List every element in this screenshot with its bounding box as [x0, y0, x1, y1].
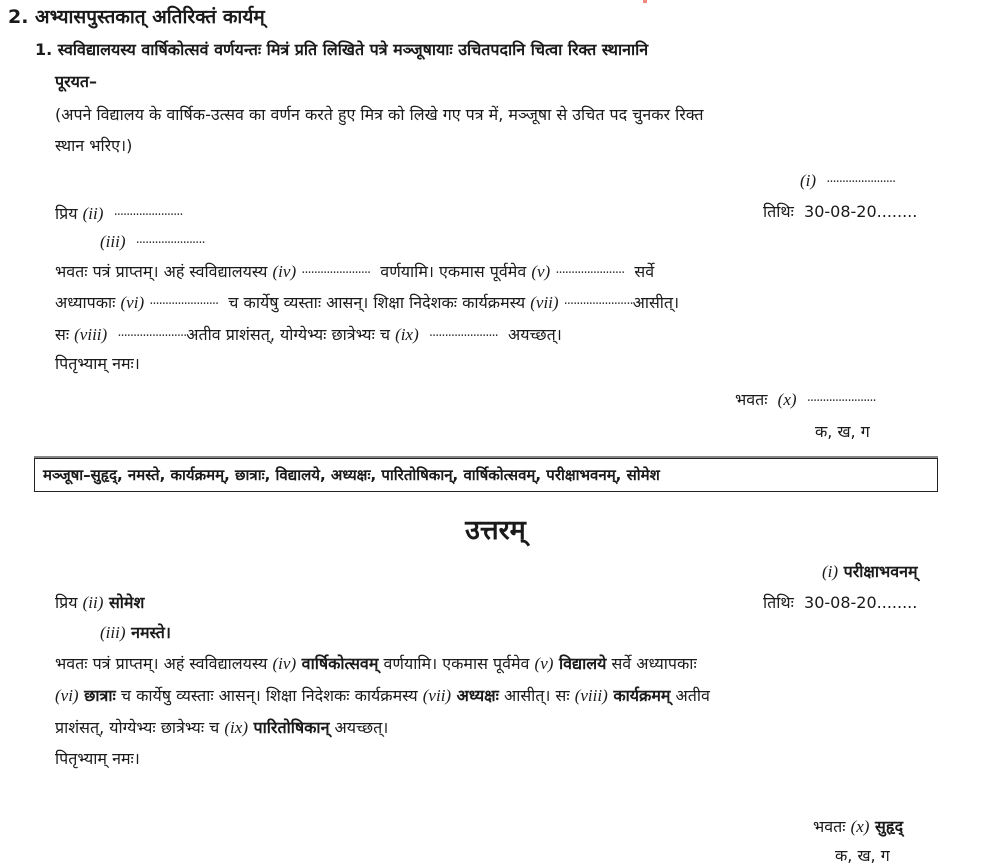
question-line-2: पूरयत– [55, 72, 98, 91]
text-segment: प्रिय [55, 593, 83, 612]
roman-numeral: (vi) [120, 293, 145, 312]
roman-numeral: (viii) [574, 686, 608, 705]
roman-numeral: (vi) [55, 686, 79, 705]
answer-body-line [55, 653, 697, 675]
text-segment: अयच्छत्। [497, 325, 562, 344]
answer-body-line [55, 748, 140, 770]
answer-word: वार्षिकोत्सवम् [296, 654, 379, 673]
roman-numeral: (ii) [82, 593, 104, 612]
answer-word: विद्यालये [553, 654, 607, 673]
roman-numeral: (i) [800, 171, 817, 190]
letter-salutation [55, 201, 183, 225]
hindi-instruction-2: स्थान भरिए।) [55, 136, 133, 155]
answer-title: उत्तरम् [465, 515, 526, 546]
letter-body-line [55, 353, 140, 375]
roman-numeral: (iii) [100, 623, 126, 642]
letter-body-line [55, 259, 654, 283]
text-segment [126, 232, 136, 251]
letter-sender [815, 421, 870, 443]
blank-dots: ...................... [117, 325, 187, 340]
blank-dots: ...................... [135, 232, 205, 247]
text-segment: अतीव प्राशंसत्, योग्येभ्यः छात्रेभ्यः च [186, 325, 396, 344]
answer-word: परीक्षाभवनम् [838, 562, 918, 581]
letter-date [763, 201, 917, 223]
text-segment: क, ख, ग [815, 422, 870, 441]
answer-word: कार्यक्रमम् [607, 686, 671, 705]
roman-numeral: (x) [777, 390, 797, 409]
text-segment [816, 171, 826, 190]
answer-greeting [100, 622, 171, 644]
text-segment: अतीव [670, 686, 710, 705]
text-segment [419, 325, 429, 344]
roman-numeral: (i) [822, 562, 839, 581]
text-segment: वर्णयामि। एकमास पूर्वमेव [378, 654, 535, 673]
roman-numeral: (iii) [100, 232, 126, 251]
red-mark [643, 0, 647, 3]
text-segment [797, 390, 807, 409]
text-segment: प्रिय [55, 204, 83, 223]
text-segment [103, 204, 113, 223]
roman-numeral: (ii) [82, 204, 104, 223]
roman-numeral: (v) [531, 262, 551, 281]
answer-sender [835, 845, 890, 867]
text-segment: तिथिः 30-08-20........ [763, 593, 918, 612]
text-segment: च कार्येषु व्यस्ताः आसन्। शिक्षा निदेशकः कार्यक्रमस्य [218, 293, 531, 312]
letter-body-line [55, 322, 562, 346]
answer-word: सुहृद् [869, 817, 904, 836]
text-segment: भवतः [813, 817, 851, 836]
text-segment: क, ख, ग [835, 846, 890, 865]
hindi-instruction-1: (अपने विद्यालय के वार्षिक-उत्सव का वर्णन करते हुए मित्र को लिखे गए पत्र में, मञ्जूषा से उचित पद चुनकर रिक्त [55, 105, 704, 124]
answer-word: पारितोषिकान् [247, 718, 330, 737]
roman-numeral: (v) [534, 654, 554, 673]
text-segment: अयच्छत्। [329, 718, 389, 737]
answer-word: नमस्ते। [125, 623, 171, 642]
answer-date [763, 592, 917, 614]
roman-numeral: (iv) [272, 262, 297, 281]
roman-numeral: (ix) [395, 325, 419, 344]
text-segment: प्राशंसत्, योग्येभ्यः छात्रेभ्यः च [55, 718, 225, 737]
text-segment: पितृभ्याम् नमः। [55, 749, 140, 768]
answer-word: अध्यक्षः [451, 686, 499, 705]
letter-body-line [55, 290, 679, 314]
word-box: मञ्जूषा–सुहृद्, नमस्ते, कार्यक्रमम्, छात्राः, विद्यालये, अध्यक्षः, पारितोषिकान्, वार्षिकोत्सवम्, परीक्षाभवनम्, सोमेश [34, 458, 938, 492]
answer-address [822, 561, 918, 583]
blank-dots: ...................... [806, 390, 876, 405]
blank-dots: ...................... [428, 325, 498, 340]
answer-body-line [55, 685, 710, 707]
roman-numeral: (vii) [422, 686, 452, 705]
text-segment: सर्वे अध्यापकाः [606, 654, 697, 673]
text-segment: पितृभ्याम् नमः। [55, 354, 140, 373]
answer-body-line [55, 717, 388, 739]
text-segment: वर्णयामि। एकमास पूर्वमेव [370, 262, 532, 281]
text-segment: आसीत्। सः [498, 686, 575, 705]
roman-numeral: (vii) [530, 293, 559, 312]
text-segment: सर्वे [624, 262, 655, 281]
question-line-1: 1. स्वविद्यालयस्य वार्षिकोत्सवं वर्णयन्तः मित्रं प्रति लिखिते पत्रे मञ्जूषायाः उचितपदानि चित्वा रिक्त स्थानानि [35, 40, 649, 59]
blank-dots: ...................... [563, 293, 633, 308]
answer-word: छात्राः [78, 686, 116, 705]
answer-word: सोमेश [103, 593, 145, 612]
letter-greeting [100, 229, 205, 253]
text-segment: अध्यापकाः [55, 293, 121, 312]
blank-dots: ...................... [555, 262, 625, 277]
text-segment: तिथिः 30-08-20........ [763, 202, 918, 221]
text-segment [107, 325, 117, 344]
answer-signoff [813, 816, 903, 838]
blank-dots: ...................... [826, 171, 896, 186]
letter-signoff [735, 387, 876, 411]
text-segment: सः [55, 325, 75, 344]
answer-salutation [55, 592, 144, 614]
roman-numeral: (viii) [74, 325, 108, 344]
text-segment: भवतः पत्रं प्राप्तम्। अहं स्वविद्यालयस्य [55, 654, 273, 673]
text-segment: च कार्येषु व्यस्ताः आसन्। शिक्षा निदेशकः कार्यक्रमस्य [115, 686, 423, 705]
roman-numeral: (ix) [224, 718, 248, 737]
blank-dots: ...................... [149, 293, 219, 308]
blank-dots: ...................... [113, 204, 183, 219]
roman-numeral: (x) [850, 817, 870, 836]
blank-dots: ...................... [301, 262, 371, 277]
letter-address [800, 168, 895, 192]
section-heading: 2. अभ्यासपुस्तकात् अतिरिक्तं कार्यम् [8, 6, 265, 28]
text-segment: भवतः [735, 390, 778, 409]
text-segment: आसीत्। [632, 293, 680, 312]
text-segment: भवतः पत्रं प्राप्तम्। अहं स्वविद्यालयस्य [55, 262, 273, 281]
roman-numeral: (iv) [272, 654, 297, 673]
